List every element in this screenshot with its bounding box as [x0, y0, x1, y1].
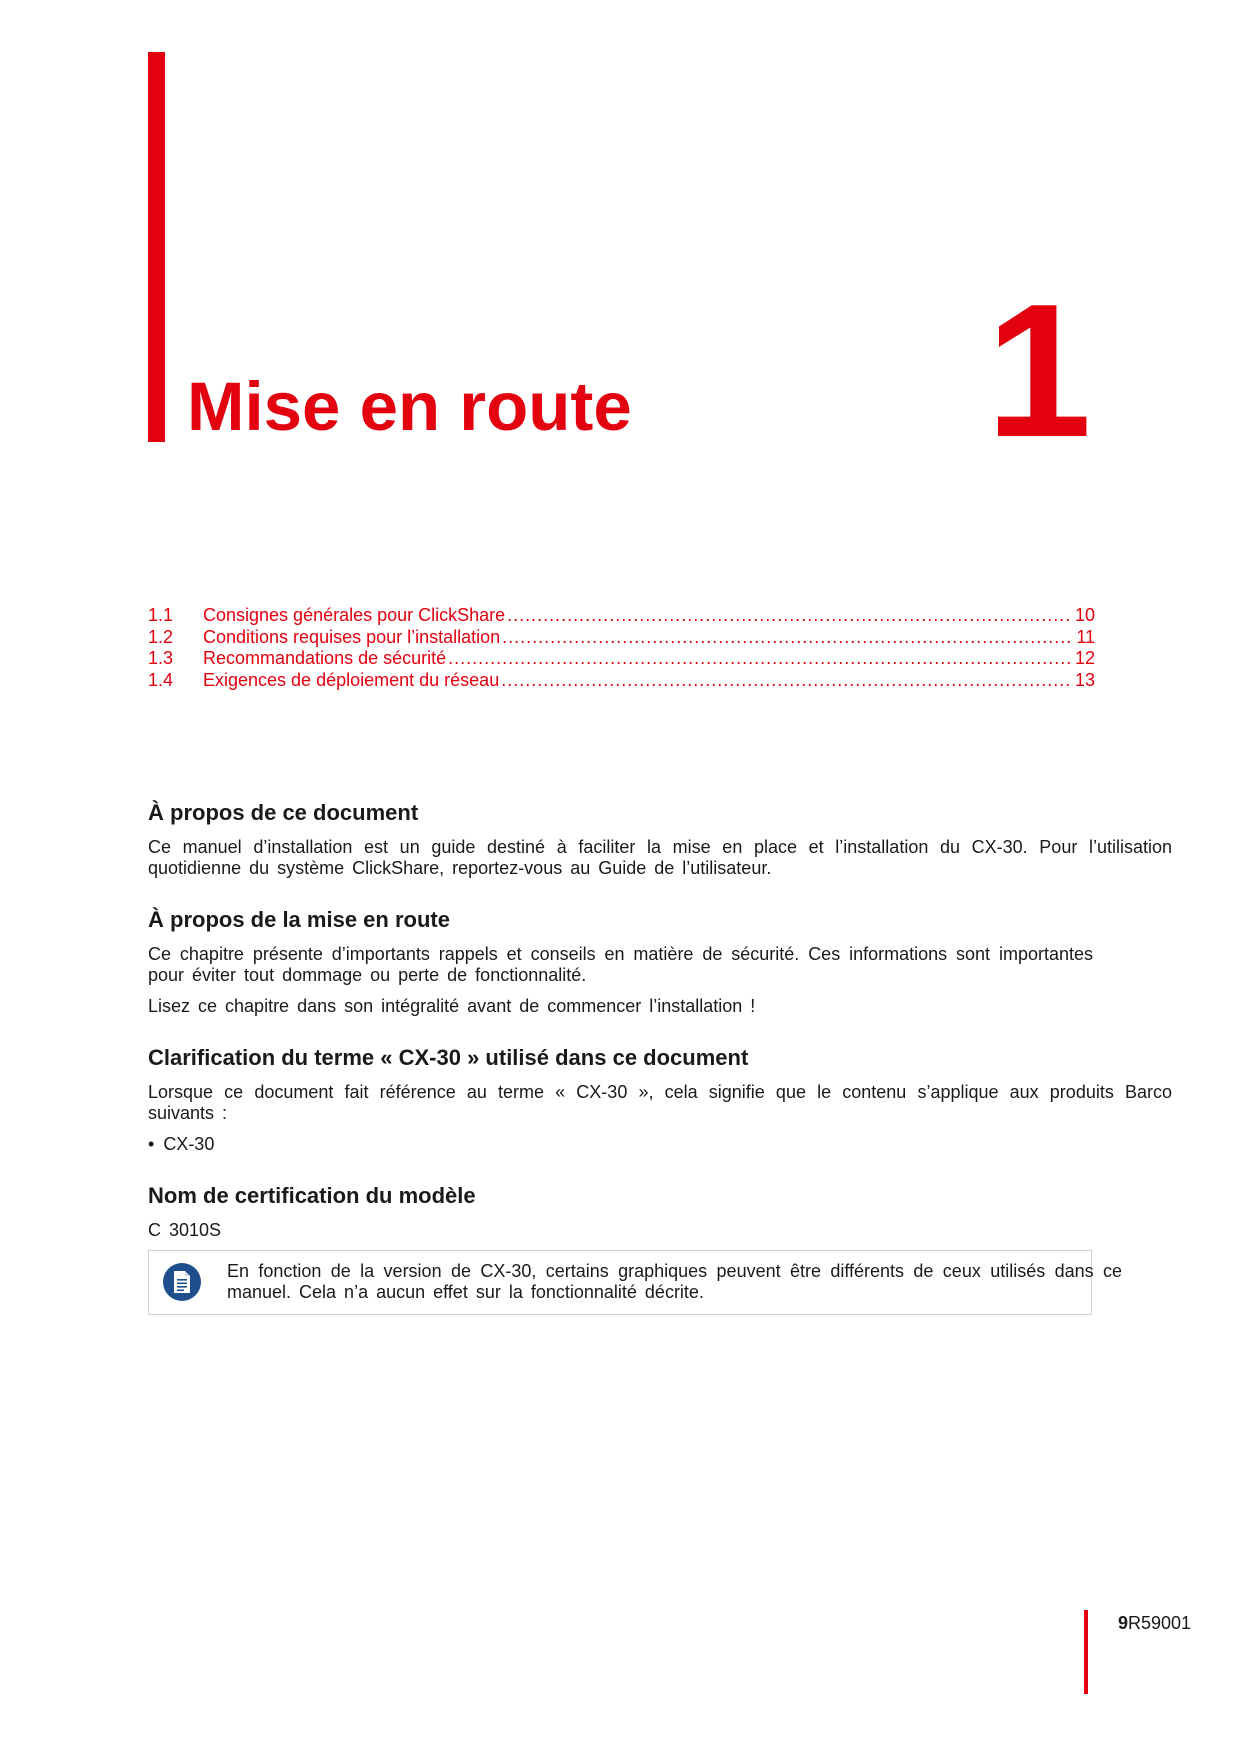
toc-title[interactable]: Consignes générales pour ClickShare [203, 605, 506, 625]
toc-number: 1.2 [148, 626, 174, 647]
toc-title[interactable]: Exigences de déploiement du réseau [203, 669, 500, 690]
chapter-accent-bar [148, 52, 165, 442]
toc-number: 1.1 [148, 605, 174, 625]
toc-leader [507, 605, 1073, 626]
section-heading-clarification: Clarification du terme « CX-30 » utilisé dans ce document [148, 1045, 749, 1070]
footer-accent-bar [1084, 1610, 1088, 1694]
toc-number: 1.3 [148, 648, 174, 669]
table-of-contents [148, 605, 1095, 691]
toc-title[interactable]: Recommandations de sécurité [203, 648, 447, 669]
toc-leader [502, 627, 1074, 648]
toc-entry[interactable] [148, 605, 1095, 627]
toc-leader [501, 670, 1073, 691]
toc-title[interactable]: Conditions requises pour l’installation [203, 626, 501, 647]
section-text-about-document: Ce manuel d’installation est un guide destiné à faciliter la mise en place et l’installation du CX-30. Pour l’utilisation quotidienne du système ClickShare, reportez-vous au Guide de l’utilisateur. [148, 837, 1172, 878]
toc-leader [448, 648, 1073, 669]
chapter-title: Mise en route [187, 368, 632, 445]
footer-page-code [1118, 1613, 1191, 1634]
toc-page[interactable]: 13 [1074, 669, 1095, 690]
product-list [148, 1134, 1172, 1155]
section-heading-about-document: À propos de ce document [148, 800, 419, 825]
section-text-read-chapter: Lisez ce chapitre dans son intégralité avant de commencer l’installation ! [148, 996, 756, 1016]
toc-page[interactable]: 10 [1074, 605, 1095, 625]
note-text: En fonction de la version de CX-30, certains graphiques peuvent être différents de ceux utilisés dans ce manuel. Cela n’a aucun effet sur la fonctionnalité décrite. [227, 1261, 1122, 1302]
chapter-content [148, 800, 1172, 1251]
toc-page[interactable]: 12 [1074, 648, 1095, 669]
document-code: R59001 [1128, 1613, 1192, 1633]
section-heading-model-name: Nom de certification du modèle [148, 1183, 476, 1208]
toc-number: 1.4 [148, 669, 174, 690]
chapter-number: 1 [986, 265, 1092, 477]
section-text-about-getting-started: Ce chapitre présente d’importants rappels et conseils en matière de sécurité. Ces informations sont importantes pour éviter tout dommage ou perte de fonctionnalité. [148, 944, 1093, 985]
toc-entry[interactable] [148, 670, 1095, 692]
note-document-icon [163, 1263, 201, 1301]
page-number: 9 [1118, 1613, 1129, 1633]
toc-entry[interactable] [148, 648, 1095, 670]
toc-entry[interactable] [148, 627, 1095, 649]
toc-page[interactable]: 11 [1076, 626, 1095, 647]
list-item: • CX-30 [148, 1134, 1172, 1155]
section-text-clarification: Lorsque ce document fait référence au terme « CX-30 », cela signifie que le contenu s’applique aux produits Barco suivants : [148, 1082, 1172, 1123]
section-heading-about-getting-started: À propos de la mise en route [148, 907, 450, 932]
section-text-model-name: C 3010S [148, 1220, 222, 1240]
note-box [148, 1250, 1122, 1315]
